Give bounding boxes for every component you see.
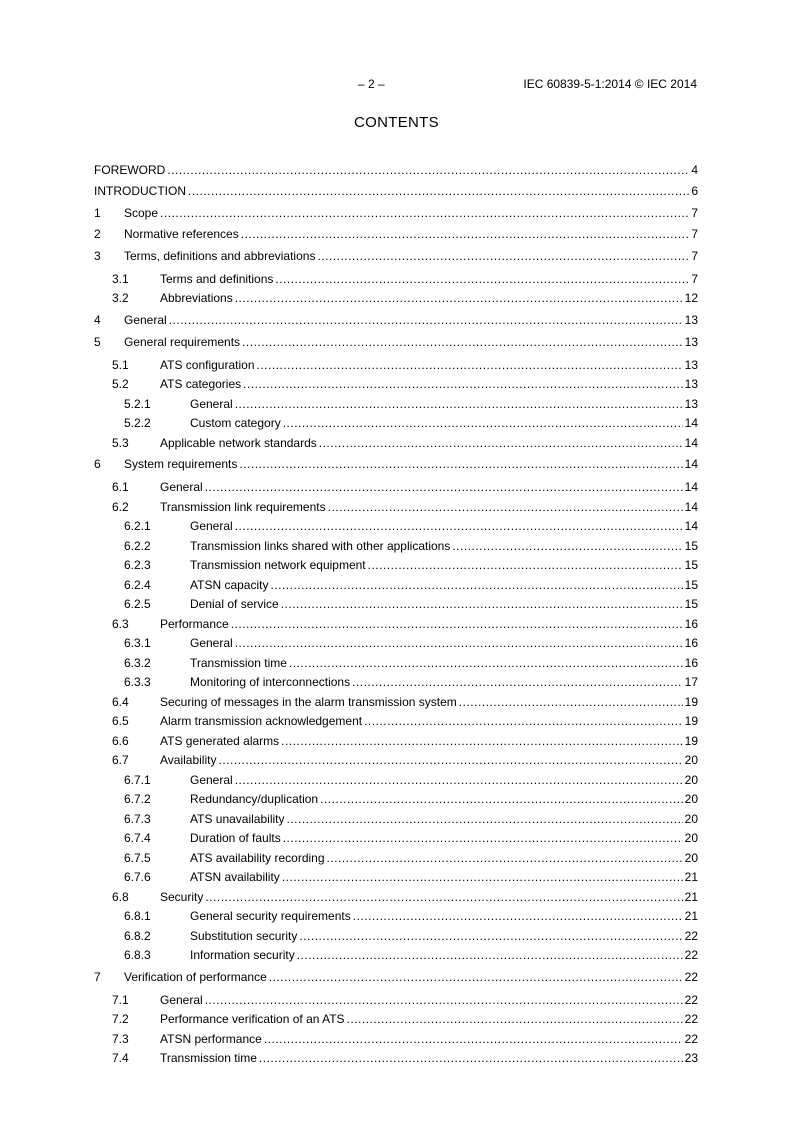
toc-entry[interactable] [94, 472, 698, 495]
dot-leader [282, 870, 683, 885]
dot-leader [259, 1051, 683, 1066]
toc-entry-page: 15 [684, 577, 698, 592]
toc-entry-title: General [190, 772, 233, 787]
toc-entry-number: 5 [94, 334, 101, 349]
dot-leader [281, 597, 683, 612]
toc-entry[interactable] [94, 264, 698, 287]
toc-entry-number: 6.7.3 [124, 811, 151, 826]
toc-entry-page: 16 [684, 616, 698, 631]
toc-entry-title: Custom category [190, 416, 281, 431]
dot-leader [353, 909, 683, 924]
toc-entry[interactable] [94, 350, 698, 373]
dot-leader [452, 539, 682, 554]
toc-entry-number: 6.7 [112, 753, 129, 768]
toc-entry-title: System requirements [124, 457, 238, 472]
dot-leader [231, 617, 683, 632]
toc-entry-number: 2 [94, 227, 101, 242]
toc-entry-page: 15 [684, 538, 698, 553]
toc-entry-number: 5.1 [112, 357, 129, 372]
toc-entry-number: 6.8.3 [124, 948, 151, 963]
toc-entry[interactable] [94, 534, 698, 554]
dot-leader [364, 714, 683, 729]
toc-entry-number: 1 [94, 205, 101, 220]
toc-entry-page: 20 [684, 831, 698, 846]
dot-leader [239, 457, 682, 472]
toc-entry-title: Alarm transmission acknowledgement [160, 714, 363, 729]
toc-entry-number: 3.2 [112, 291, 129, 306]
toc-entry-page: 22 [684, 948, 698, 963]
toc-entry-page: 19 [684, 694, 698, 709]
toc-entry[interactable] [94, 963, 698, 985]
toc-entry-number: 6.6 [112, 733, 129, 748]
toc-entry-title: General [160, 480, 203, 495]
toc-entry-title: ATSN capacity [190, 577, 269, 592]
toc-entry-page: 20 [684, 792, 698, 807]
toc-entry-title: General [190, 636, 233, 651]
toc-entry-page: 16 [684, 655, 698, 670]
toc-entry-title: Redundancy/duplication [190, 792, 319, 807]
toc-entry-page: 22 [684, 992, 698, 1007]
table-of-contents [94, 156, 698, 1066]
toc-entry-number: 6.3.3 [124, 675, 151, 690]
toc-entry-title: Performance [160, 616, 229, 631]
dot-leader [243, 377, 682, 392]
toc-entry-title: Verification of performance [124, 969, 267, 984]
toc-entry-page: 17 [684, 675, 698, 690]
toc-entry-number: 5.3 [112, 435, 129, 450]
toc-entry-title: ATS unavailability [190, 811, 285, 826]
toc-entry-title: Applicable network standards [160, 435, 317, 450]
toc-entry-number: 6.7.5 [124, 850, 151, 865]
toc-entry[interactable] [94, 328, 698, 350]
toc-entry-page: 12 [684, 291, 698, 306]
toc-entry-page: 13 [684, 396, 698, 411]
toc-entry-title: ATS generated alarms [160, 733, 280, 748]
toc-entry-page: 13 [684, 313, 698, 328]
toc-entry-number: 6.2.5 [124, 597, 151, 612]
dot-leader [299, 929, 682, 944]
toc-entry[interactable] [94, 287, 698, 307]
toc-entry-title: Terms, definitions and abbreviations [124, 248, 316, 263]
toc-entry-page: 21 [684, 909, 698, 924]
toc-entry-title: ATS availability recording [190, 850, 325, 865]
toc-entry[interactable] [94, 221, 698, 243]
toc-entry-number: 6.3 [112, 616, 129, 631]
toc-entry[interactable] [94, 515, 698, 535]
dot-leader [320, 792, 683, 807]
toc-entry-page: 14 [684, 457, 698, 472]
dot-leader [368, 558, 683, 573]
dot-leader [235, 636, 683, 651]
dot-leader [289, 656, 683, 671]
toc-entry-title: ATS categories [160, 377, 242, 392]
toc-entry-page: 22 [684, 969, 698, 984]
toc-entry[interactable] [94, 612, 698, 632]
toc-entry-title: Securing of messages in the alarm transmission system [160, 694, 457, 709]
toc-entry[interactable] [94, 306, 698, 328]
toc-entry-title: Transmission network equipment [190, 558, 366, 573]
toc-entry-page: 19 [684, 714, 698, 729]
toc-entry-title: ATSN performance [160, 1031, 262, 1046]
dot-leader [327, 851, 683, 866]
toc-entry-page: 6 [691, 184, 698, 199]
toc-entry[interactable] [94, 710, 698, 730]
toc-entry-title: Transmission time [190, 655, 287, 670]
toc-entry[interactable] [94, 905, 698, 925]
dot-leader [297, 948, 683, 963]
toc-entry-number: 4 [94, 313, 101, 328]
toc-entry-number: 6.7.4 [124, 831, 151, 846]
toc-entry[interactable] [94, 924, 698, 944]
toc-entry-title: General requirements [124, 334, 241, 349]
toc-entry[interactable] [94, 1008, 698, 1028]
toc-entry-title: Terms and definitions [160, 271, 274, 286]
toc-entry-number: 6.2.2 [124, 538, 151, 553]
toc-entry-page: 13 [684, 357, 698, 372]
toc-entry-number: 6.5 [112, 714, 129, 729]
dot-leader [319, 436, 683, 451]
toc-entry-title: ATS configuration [160, 357, 255, 372]
dot-leader [241, 227, 690, 242]
dot-leader [347, 1012, 683, 1027]
toc-entry[interactable] [94, 242, 698, 264]
toc-entry-title: ATSN availability [190, 870, 280, 885]
toc-entry[interactable] [94, 392, 698, 412]
toc-entry-page: 14 [684, 480, 698, 495]
toc-entry-title: General [190, 519, 233, 534]
toc-entry-number: 7.4 [112, 1051, 129, 1066]
dot-leader [235, 519, 683, 534]
toc-entry[interactable] [94, 827, 698, 847]
dot-leader [167, 163, 689, 178]
toc-entry-number: 6.1 [112, 480, 129, 495]
toc-entry-page: 14 [684, 416, 698, 431]
toc-entry-number: 5.2 [112, 377, 129, 392]
toc-entry-title: Performance verification of an ATS [160, 1012, 345, 1027]
toc-entry-title: Normative references [124, 227, 239, 242]
toc-entry-title: Transmission links shared with other applications [190, 538, 451, 553]
dot-leader [242, 335, 683, 350]
toc-entry-title: General [190, 396, 233, 411]
dot-leader [264, 1032, 683, 1047]
toc-entry[interactable] [94, 749, 698, 769]
dot-leader [235, 773, 683, 788]
toc-entry[interactable] [94, 866, 698, 886]
toc-entry[interactable] [94, 985, 698, 1008]
toc-entry-page: 19 [684, 733, 698, 748]
toc-entry-page: 22 [684, 1031, 698, 1046]
toc-entry-number: 7.2 [112, 1012, 129, 1027]
toc-entry-number: 6.2.1 [124, 519, 151, 534]
dot-leader [281, 734, 682, 749]
toc-entry-page: 20 [684, 753, 698, 768]
toc-entry-title: Information security [190, 948, 295, 963]
toc-entry-page: 4 [691, 162, 698, 177]
toc-entry-number: 6.8.2 [124, 928, 151, 943]
toc-entry-number: 6.8 [112, 889, 129, 904]
toc-entry-title: FOREWORD [94, 162, 166, 177]
toc-entry-title: Denial of service [190, 597, 279, 612]
dot-leader [257, 358, 683, 373]
toc-entry[interactable] [94, 671, 698, 691]
toc-entry-page: 23 [684, 1051, 698, 1066]
dot-leader [205, 480, 683, 495]
dot-leader [235, 397, 683, 412]
toc-entry-title: INTRODUCTION [94, 184, 186, 199]
toc-entry[interactable] [94, 729, 698, 749]
toc-entry-number: 6.7.2 [124, 792, 151, 807]
toc-entry-page: 15 [684, 597, 698, 612]
toc-entry[interactable] [94, 807, 698, 827]
toc-entry-title: Scope [124, 205, 159, 220]
dot-leader [188, 184, 689, 199]
dot-leader [287, 812, 683, 827]
toc-entry-title: General security requirements [190, 909, 351, 924]
dot-leader [317, 249, 689, 264]
toc-entry[interactable] [94, 178, 698, 200]
toc-entry[interactable] [94, 768, 698, 788]
toc-entry-title: Transmission time [160, 1051, 257, 1066]
toc-entry-number: 6.7.6 [124, 870, 151, 885]
toc-entry-page: 7 [691, 227, 698, 242]
toc-entry-title: Availability [160, 753, 217, 768]
toc-entry-number: 7.3 [112, 1031, 129, 1046]
toc-entry[interactable] [94, 554, 698, 574]
toc-entry-title: General [124, 313, 167, 328]
toc-entry-number: 6.4 [112, 694, 129, 709]
toc-entry[interactable] [94, 156, 698, 178]
toc-entry-number: 3.1 [112, 271, 129, 286]
toc-entry-title: Substitution security [190, 928, 298, 943]
toc-entry[interactable] [94, 1047, 698, 1067]
toc-entry-page: 22 [684, 928, 698, 943]
toc-entry[interactable] [94, 690, 698, 710]
dot-leader [269, 970, 683, 985]
toc-entry-page: 13 [684, 377, 698, 392]
toc-entry-number: 7.1 [112, 992, 129, 1007]
toc-entry[interactable] [94, 651, 698, 671]
toc-entry-page: 7 [691, 205, 698, 220]
toc-entry-page: 20 [684, 772, 698, 787]
page-title: CONTENTS [354, 114, 439, 131]
toc-entry-title: Monitoring of interconnections [190, 675, 351, 690]
dot-leader [205, 993, 683, 1008]
dot-leader [169, 313, 683, 328]
toc-entry-page: 21 [684, 870, 698, 885]
toc-entry[interactable] [94, 573, 698, 593]
toc-entry-page: 22 [684, 1012, 698, 1027]
dot-leader [205, 890, 682, 905]
toc-entry-number: 5.2.2 [124, 416, 151, 431]
toc-entry-title: General [160, 992, 203, 1007]
toc-entry[interactable] [94, 431, 698, 451]
toc-entry-page: 7 [691, 271, 698, 286]
dot-leader [459, 695, 683, 710]
toc-entry[interactable] [94, 593, 698, 613]
dot-leader [218, 753, 682, 768]
dot-leader [352, 675, 683, 690]
toc-entry-number: 5.2.1 [124, 396, 151, 411]
toc-entry-number: 6.7.1 [124, 772, 151, 787]
toc-entry-number: 7 [94, 969, 101, 984]
toc-entry-title: Duration of faults [190, 831, 281, 846]
toc-entry[interactable] [94, 412, 698, 432]
toc-entry-page: 7 [691, 248, 698, 263]
toc-entry-page: 13 [684, 334, 698, 349]
toc-entry-page: 14 [684, 435, 698, 450]
toc-entry-number: 6.2.3 [124, 558, 151, 573]
toc-entry-page: 15 [684, 558, 698, 573]
toc-entry[interactable] [94, 788, 698, 808]
toc-entry-number: 6 [94, 457, 101, 472]
toc-entry-number: 6.8.1 [124, 909, 151, 924]
toc-entry-page: 21 [684, 889, 698, 904]
toc-entry[interactable] [94, 944, 698, 964]
toc-entry-number: 6.2.4 [124, 577, 151, 592]
toc-entry[interactable] [94, 846, 698, 866]
toc-entry-number: 6.3.2 [124, 655, 151, 670]
toc-entry[interactable] [94, 373, 698, 393]
dot-leader [328, 500, 683, 515]
toc-entry[interactable] [94, 199, 698, 221]
toc-entry-page: 16 [684, 636, 698, 651]
page-number: – 2 – [358, 77, 385, 91]
toc-entry-page: 20 [684, 850, 698, 865]
toc-entry[interactable] [94, 451, 698, 473]
dot-leader [275, 272, 689, 287]
toc-entry-title: Transmission link requirements [160, 499, 326, 514]
toc-entry-number: 6.3.1 [124, 636, 151, 651]
toc-entry[interactable] [94, 885, 698, 905]
copyright-notice: IEC 60839-5-1:2014 © IEC 2014 [523, 77, 697, 91]
toc-entry-title: Security [160, 889, 204, 904]
toc-entry-number: 6.2 [112, 499, 129, 514]
toc-entry-number: 3 [94, 248, 101, 263]
dot-leader [160, 206, 689, 221]
toc-entry[interactable] [94, 632, 698, 652]
toc-entry[interactable] [94, 1027, 698, 1047]
toc-entry-page: 14 [684, 519, 698, 534]
toc-entry-title: Abbreviations [160, 291, 233, 306]
dot-leader [270, 578, 682, 593]
dot-leader [283, 416, 683, 431]
toc-entry-page: 14 [684, 499, 698, 514]
dot-leader [283, 831, 683, 846]
dot-leader [235, 291, 683, 306]
toc-entry-page: 20 [684, 811, 698, 826]
toc-entry[interactable] [94, 495, 698, 515]
